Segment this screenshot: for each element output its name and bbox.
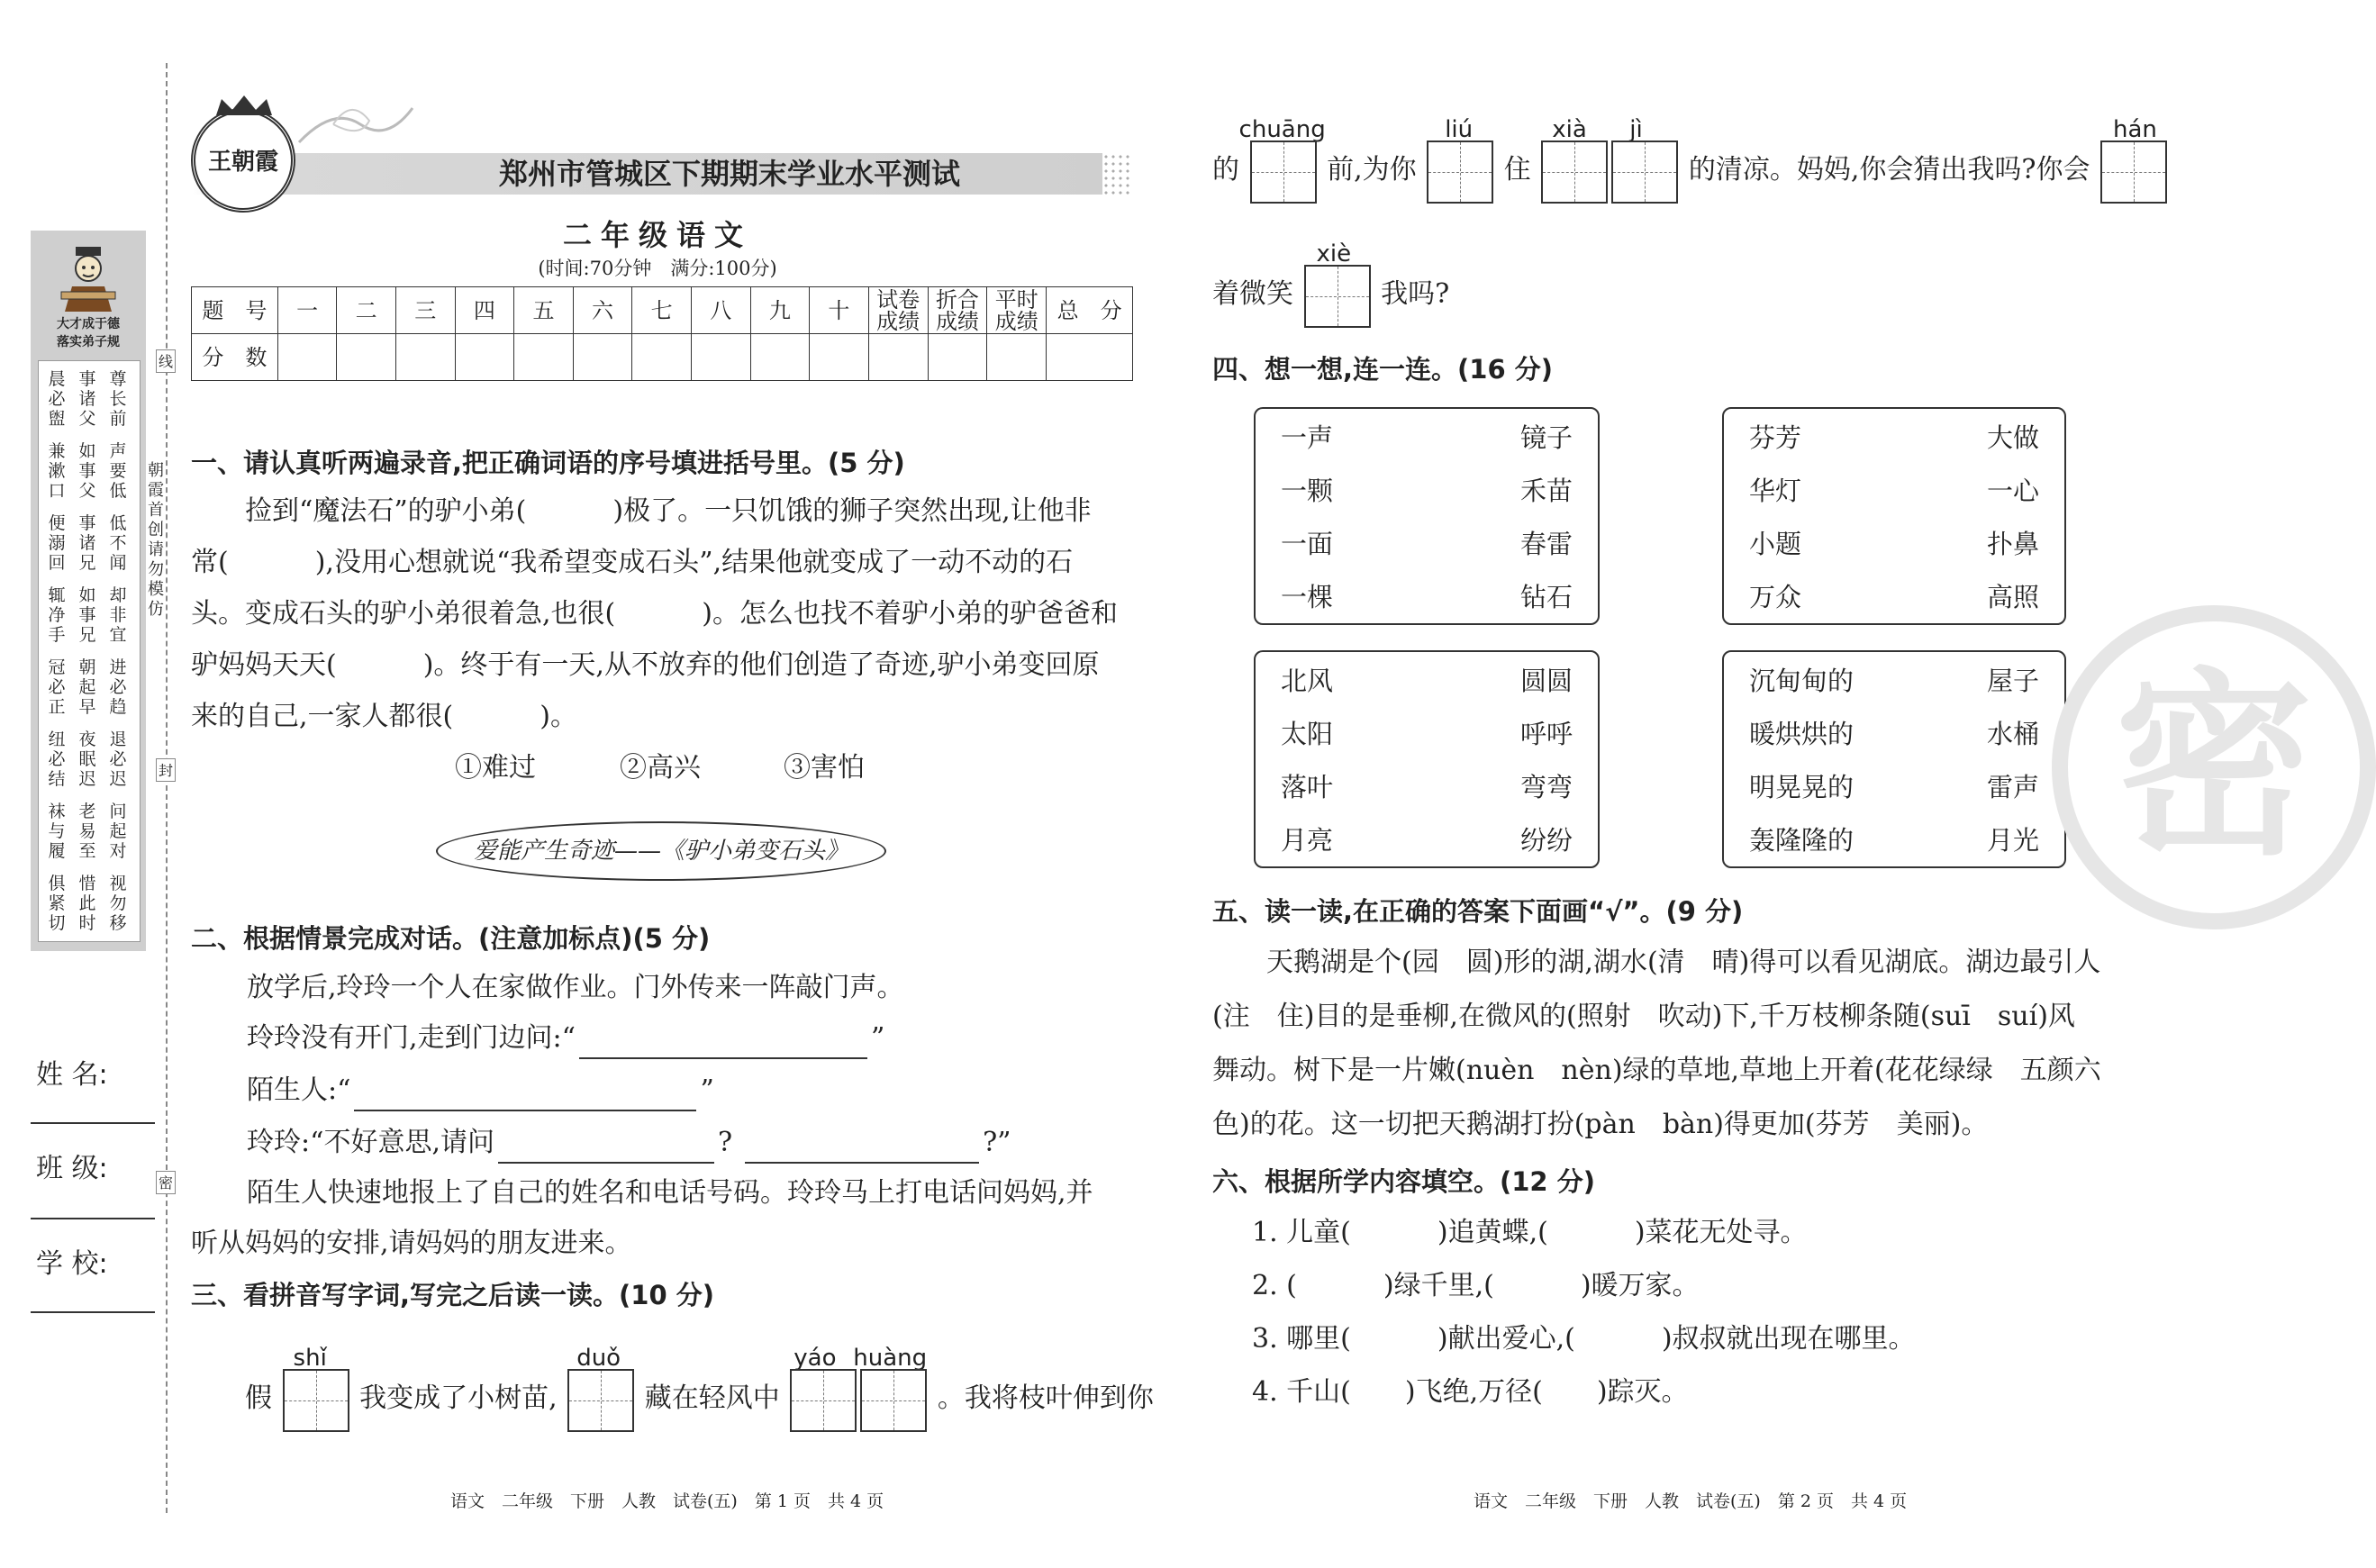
q2-line-5: 陌生人快速地报上了自己的姓名和电话号码。玲玲马上打电话问妈妈,并: [247, 1177, 1093, 1209]
q1-line: [191, 542, 1073, 584]
school-label: 学 校:: [36, 1248, 108, 1280]
class-label: 班 级:: [36, 1153, 108, 1184]
score-input-cell[interactable]: [395, 334, 455, 381]
dizigui-text: [38, 360, 141, 942]
score-header-cell: 五: [514, 287, 574, 334]
q2-line-4-text: 玲玲:“不好意思,请问: [247, 1127, 494, 1158]
score-input-cell[interactable]: [810, 334, 869, 381]
q1-line-text: 头。变成石头的驴小弟很着急,也很(: [191, 598, 616, 630]
motto-column: 问起对: [109, 802, 127, 861]
q6-line-text: 3. 哪里(: [1252, 1323, 1351, 1355]
q2-line-4-mid: ?: [717, 1127, 733, 1158]
score-header-cell: 试卷 成绩: [868, 287, 928, 334]
q1-line: [191, 594, 1118, 635]
q6-line-text: )飞绝,万径(: [1404, 1376, 1543, 1408]
motto: 大才成于德 落实弟子规: [57, 317, 120, 349]
q6-line-text: )绿千里,(: [1383, 1270, 1494, 1301]
q1-line: [191, 645, 1100, 686]
q6-line-text: )追黄蝶,(: [1437, 1217, 1548, 1248]
score-header-cell: 折合 成绩: [928, 287, 987, 334]
match-left-item[interactable]: 月亮: [1281, 825, 1334, 856]
q3-pinyin-xie: xiè: [1316, 240, 1352, 267]
q2-line-3: [247, 1070, 714, 1111]
motto-column: 却非宜: [109, 585, 127, 645]
q2-answer-1[interactable]: [579, 1030, 867, 1059]
q4-match-box-2: [1722, 407, 2066, 625]
q3-text-9: 着微笑: [1212, 278, 1293, 310]
match-left-item[interactable]: 轰隆隆的: [1749, 825, 1855, 856]
q1-line: [245, 491, 1092, 532]
q5-line-4: 色)的花。这一切把天鹅湖打扮(pàn bàn)得更加(芬芳 美丽)。: [1212, 1109, 1989, 1140]
q2-line-2-text: 玲玲没有开门,走到门边问:“: [247, 1022, 576, 1054]
side-note-1: 朝霞首创: [148, 461, 164, 539]
q2-heading: 二、根据情景完成对话。(注意加标点)(5 分): [191, 923, 711, 954]
match-left-item[interactable]: 太阳: [1281, 719, 1334, 749]
score-header-cell: 九: [750, 287, 810, 334]
q5-line-2: (注 住)目的是垂柳,在微风的(照射 吹动)下,千万枝柳条随(suī suí)风: [1212, 1001, 2075, 1032]
motto-column: 冠必正: [48, 657, 66, 717]
score-header-cell: 一: [277, 287, 337, 334]
match-right-item[interactable]: 大做: [1986, 422, 2039, 453]
school-field[interactable]: [31, 1311, 155, 1313]
motto-column: 袜与履: [48, 802, 66, 861]
match-right-item[interactable]: 水桶: [1986, 719, 2039, 749]
match-left-item[interactable]: 一声: [1281, 422, 1334, 453]
match-right-item[interactable]: 禾苗: [1519, 476, 1573, 506]
q1-line-text: )。: [540, 701, 577, 732]
q3-text-3: 藏在轻风中: [644, 1382, 780, 1414]
match-right-item[interactable]: 春雷: [1519, 529, 1573, 559]
q3-text-7: 住: [1503, 154, 1531, 186]
q2-answer-4[interactable]: [745, 1135, 979, 1164]
q3-char-duo[interactable]: [566, 1345, 636, 1433]
banner-dots: [1102, 153, 1129, 195]
motto-column: 纽必结: [48, 730, 66, 789]
footer-right: 语文 二年级 下册 人教 试卷(五) 第 2 页 共 4 页: [1474, 1491, 1908, 1511]
score-row-label: 分 数: [192, 334, 278, 381]
motto-column: 退必迟: [109, 730, 127, 789]
q1-line-text: 常(: [191, 547, 229, 578]
score-header-cell: 七: [632, 287, 692, 334]
q1-line-text: )。怎么也找不着驴小弟的驴爸爸和: [702, 598, 1118, 630]
motto-column: 便溺回: [48, 513, 66, 573]
q3-pinyin-duo: duǒ: [576, 1345, 621, 1372]
match-left-item[interactable]: 暖烘烘的: [1749, 719, 1855, 749]
q3-text-10: 我吗?: [1381, 278, 1450, 310]
score-input-cell[interactable]: [277, 334, 337, 381]
q1-line-text: 来的自己,一家人都很(: [191, 701, 454, 732]
tianzige-box[interactable]: [1250, 140, 1317, 204]
q3-text-8: 的清凉。妈妈,你会猜出我吗?你会: [1688, 154, 2090, 186]
side-note-2: 请勿模仿: [148, 540, 164, 619]
q3-char-han[interactable]: [2099, 116, 2169, 204]
match-right-item[interactable]: 屋子: [1986, 666, 2039, 696]
q6-line: [1252, 1372, 1689, 1413]
match-right-item[interactable]: 纷纷: [1519, 825, 1573, 856]
q1-option-1: ①难过: [455, 752, 536, 784]
motto-column: 声要低: [109, 441, 127, 501]
q3-text-1: 假: [245, 1382, 272, 1414]
time-info: (时间:70分钟 满分:100分): [538, 258, 777, 279]
q2-line-3-end: ”: [700, 1074, 714, 1106]
q6-line: [1252, 1265, 1700, 1307]
motto-column: 如事父: [78, 441, 96, 501]
match-right-item[interactable]: 钻石: [1519, 582, 1573, 612]
match-left-item[interactable]: 北风: [1281, 666, 1334, 696]
score-input-cell[interactable]: [987, 334, 1047, 381]
motto-column: 辄净手: [48, 585, 66, 645]
score-header-cell: 二: [337, 287, 396, 334]
q1-option-2: ②高兴: [620, 752, 701, 784]
fold-mark-2: 封: [156, 758, 176, 782]
match-right-item[interactable]: 扑鼻: [1986, 529, 2039, 559]
q3-pinyin-liu: liú: [1445, 116, 1474, 143]
score-header-cell: 题 号: [192, 287, 278, 334]
motto-column: 低不闻: [109, 513, 127, 573]
name-field[interactable]: [31, 1122, 155, 1124]
tianzige-box[interactable]: [283, 1369, 349, 1432]
q1-line-text: ),没用心想就说“我希望变成石头”,结果他就变成了一动不动的石: [314, 547, 1074, 578]
score-input-cell[interactable]: [632, 334, 692, 381]
q3-char-xiaji[interactable]: [1539, 116, 1680, 204]
q1-line: [191, 696, 577, 738]
score-table: [191, 286, 1133, 381]
q3-char-liu[interactable]: [1425, 116, 1495, 204]
logo-text: 王朝霞: [207, 149, 278, 176]
class-field[interactable]: [31, 1218, 155, 1219]
sidebar-panel: [31, 231, 146, 951]
q1-line-text: )极了。一只饥饿的狮子突然出现,让他非: [612, 495, 1092, 527]
watermark-text: 密: [2114, 648, 2313, 882]
match-right-item[interactable]: 呼呼: [1519, 719, 1573, 749]
q6-line-text: )叔叔就出现在哪里。: [1661, 1323, 1916, 1355]
motto-column: 兼漱口: [48, 441, 66, 501]
q2-line-2: [247, 1018, 884, 1059]
motto-column: 惜此时: [78, 874, 96, 933]
q6-line: [1252, 1212, 1808, 1254]
score-input-cell[interactable]: [514, 334, 574, 381]
match-left-item[interactable]: 一棵: [1281, 582, 1334, 612]
match-right-item[interactable]: 高照: [1986, 582, 2039, 612]
match-left-item[interactable]: 芬芳: [1749, 422, 1802, 453]
q5-line-3: 舞动。树下是一片嫩(nuèn nèn)绿的草地,草地上开着(花花绿绿 五颜六: [1212, 1055, 2101, 1086]
tianzige-box[interactable]: [790, 1369, 857, 1432]
q3-text-4: 。我将枝叶伸到你: [937, 1382, 1154, 1414]
q1-oval-text: 爱能产生奇迹——《驴小弟变石头》: [473, 838, 848, 865]
motto-column: 老易至: [78, 802, 96, 861]
match-left-item[interactable]: 明晃晃的: [1749, 772, 1855, 802]
q1-line-text: 捡到“魔法石”的驴小弟(: [245, 495, 527, 527]
fold-mark-1: 线: [156, 349, 176, 373]
q3-char-xie[interactable]: [1302, 240, 1373, 329]
score-header-row: [192, 287, 1133, 334]
footer-left: 语文 二年级 下册 人教 试卷(五) 第 1 页 共 4 页: [450, 1491, 884, 1511]
score-value-row: [192, 334, 1133, 381]
q2-line-3-text: 陌生人:“: [247, 1074, 351, 1106]
motto-column: 朝起早: [78, 657, 96, 717]
q4-match-box-4: [1722, 650, 2066, 868]
q4-heading: 四、想一想,连一连。(16 分): [1212, 354, 1553, 385]
q1-heading: 一、请认真听两遍录音,把正确词语的序号填进括号里。(5 分): [191, 448, 905, 478]
q3-pinyin-huang: huàng: [853, 1345, 928, 1372]
q3-pinyin-yao: yáo: [794, 1345, 837, 1372]
motto-column: 俱紧切: [48, 874, 66, 933]
score-input-cell[interactable]: [691, 334, 750, 381]
q6-line: [1252, 1319, 1916, 1360]
score-input-cell[interactable]: [455, 334, 514, 381]
tianzige-box[interactable]: [1304, 265, 1371, 328]
q4-match-box-3: [1254, 650, 1600, 868]
motto-column: 夜眠迟: [78, 730, 96, 789]
match-left-item[interactable]: 万众: [1749, 582, 1802, 612]
q6-line-text: 4. 千山(: [1252, 1376, 1351, 1408]
q6-line-text: )菜花无处寻。: [1634, 1217, 1808, 1248]
q2-answer-3[interactable]: [498, 1135, 714, 1164]
q3-text-6: 前,为你: [1327, 154, 1417, 186]
q1-line-text: )。终于有一天,从不放弃的他们创造了奇迹,驴小弟变回原: [422, 649, 1100, 681]
q3-pinyin-shi: shǐ: [293, 1345, 327, 1372]
exam-subtitle: 二年级语文: [562, 218, 752, 252]
match-right-item[interactable]: 一心: [1986, 476, 2039, 506]
exam-title: 郑州市管城区下期期末学业水平测试: [498, 157, 960, 191]
q2-line-4-end: ?”: [983, 1127, 1011, 1158]
scholar-icon: [52, 241, 124, 313]
motto-column: 事诸父: [78, 369, 96, 429]
motto-column: 如事兄: [78, 585, 96, 645]
q1-line-text: 驴妈妈天天(: [191, 649, 337, 681]
q6-line-text: 2. (: [1252, 1270, 1297, 1301]
fold-mark-3: 密: [156, 1171, 176, 1194]
q2-line-2-end: ”: [870, 1022, 885, 1054]
match-left-item[interactable]: 一颗: [1281, 476, 1334, 506]
q3-line-1: [245, 1345, 1154, 1433]
score-input-cell[interactable]: [868, 334, 928, 381]
q6-heading: 六、根据所学内容填空。(12 分): [1212, 1166, 1595, 1197]
q2-line-4: [247, 1122, 1011, 1164]
q6-line-text: )踪灭。: [1596, 1376, 1689, 1408]
q3-char-yaohuang[interactable]: [788, 1345, 929, 1433]
match-left-item[interactable]: 一面: [1281, 529, 1334, 559]
q6-line-text: )献出爱心,(: [1437, 1323, 1575, 1355]
match-right-item[interactable]: 月光: [1986, 825, 2039, 856]
tianzige-box[interactable]: [1611, 140, 1678, 204]
q3-pinyin-xia: xià: [1552, 116, 1587, 143]
score-input-cell[interactable]: [750, 334, 810, 381]
q2-line-6: 听从妈妈的安排,请妈妈的朋友进来。: [191, 1228, 632, 1259]
q3-line-2: [1212, 116, 2169, 204]
motto-column: 事诸兄: [78, 513, 96, 573]
q3-pinyin-chuang: chuāng: [1238, 116, 1326, 143]
q3-pinyin-ji: jì: [1629, 116, 1643, 143]
q4-match-box-1: [1254, 407, 1600, 625]
tianzige-box[interactable]: [1427, 140, 1493, 204]
q3-char-shi[interactable]: [281, 1345, 351, 1433]
score-header-cell: 四: [455, 287, 514, 334]
motto-column: 进必趋: [109, 657, 127, 717]
match-right-item[interactable]: 圆圆: [1519, 666, 1573, 696]
fold-line: [166, 63, 168, 1513]
q1-oval: [436, 821, 886, 881]
score-header-cell: 三: [395, 287, 455, 334]
score-input-cell[interactable]: [1047, 334, 1133, 381]
q3-text-5: 的: [1212, 154, 1239, 186]
q2-line-1: 放学后,玲玲一个人在家做作业。门外传来一阵敲门声。: [247, 972, 904, 1003]
tianzige-box[interactable]: [2100, 140, 2167, 204]
q3-line-3: [1212, 240, 1450, 329]
match-right-item[interactable]: 雷声: [1986, 772, 2039, 802]
tianzige-box[interactable]: [1541, 140, 1608, 204]
match-left-item[interactable]: 小题: [1749, 529, 1802, 559]
score-input-cell[interactable]: [337, 334, 396, 381]
q3-text-2: 我变成了小树苗,: [359, 1382, 558, 1414]
match-left-item[interactable]: 落叶: [1281, 772, 1334, 802]
q3-heading: 三、看拼音写字词,写完之后读一读。(10 分): [191, 1280, 714, 1310]
match-right-item[interactable]: 弯弯: [1519, 772, 1573, 802]
score-header-cell: 平时 成绩: [987, 287, 1047, 334]
q5-line-1: 天鹅湖是个(园 圆)形的湖,湖水(清 晴)得可以看见湖底。湖边最引人: [1266, 947, 2101, 978]
q2-answer-2[interactable]: [354, 1083, 696, 1111]
tianzige-box[interactable]: [567, 1369, 634, 1432]
score-header-cell: 八: [691, 287, 750, 334]
q3-pinyin-han: hán: [2113, 116, 2157, 143]
crown-icon: [213, 94, 276, 117]
motto-column: 尊长前: [109, 369, 127, 429]
q3-char-chuang[interactable]: [1238, 116, 1326, 204]
logo: [191, 108, 295, 213]
ribbon-icon: [297, 97, 414, 151]
match-left-item[interactable]: 沉甸甸的: [1749, 666, 1855, 696]
q1-option-3: ③害怕: [784, 752, 865, 784]
score-header-cell: 十: [810, 287, 869, 334]
score-input-cell[interactable]: [573, 334, 632, 381]
score-header-cell: 总 分: [1047, 287, 1133, 334]
match-right-item[interactable]: 镜子: [1519, 422, 1573, 453]
name-label: 姓 名:: [36, 1059, 108, 1091]
q6-line-text: )暖万家。: [1580, 1270, 1700, 1301]
score-header-cell: 六: [573, 287, 632, 334]
tianzige-box[interactable]: [860, 1369, 927, 1432]
motto-column: 晨必盥: [48, 369, 66, 429]
q6-line-text: 1. 儿童(: [1252, 1217, 1351, 1248]
q5-heading: 五、读一读,在正确的答案下面画“√”。(9 分): [1212, 896, 1744, 927]
match-left-item[interactable]: 华灯: [1749, 476, 1802, 506]
score-input-cell[interactable]: [928, 334, 987, 381]
motto-column: 视勿移: [109, 874, 127, 933]
watermark-seal: [2052, 605, 2376, 929]
